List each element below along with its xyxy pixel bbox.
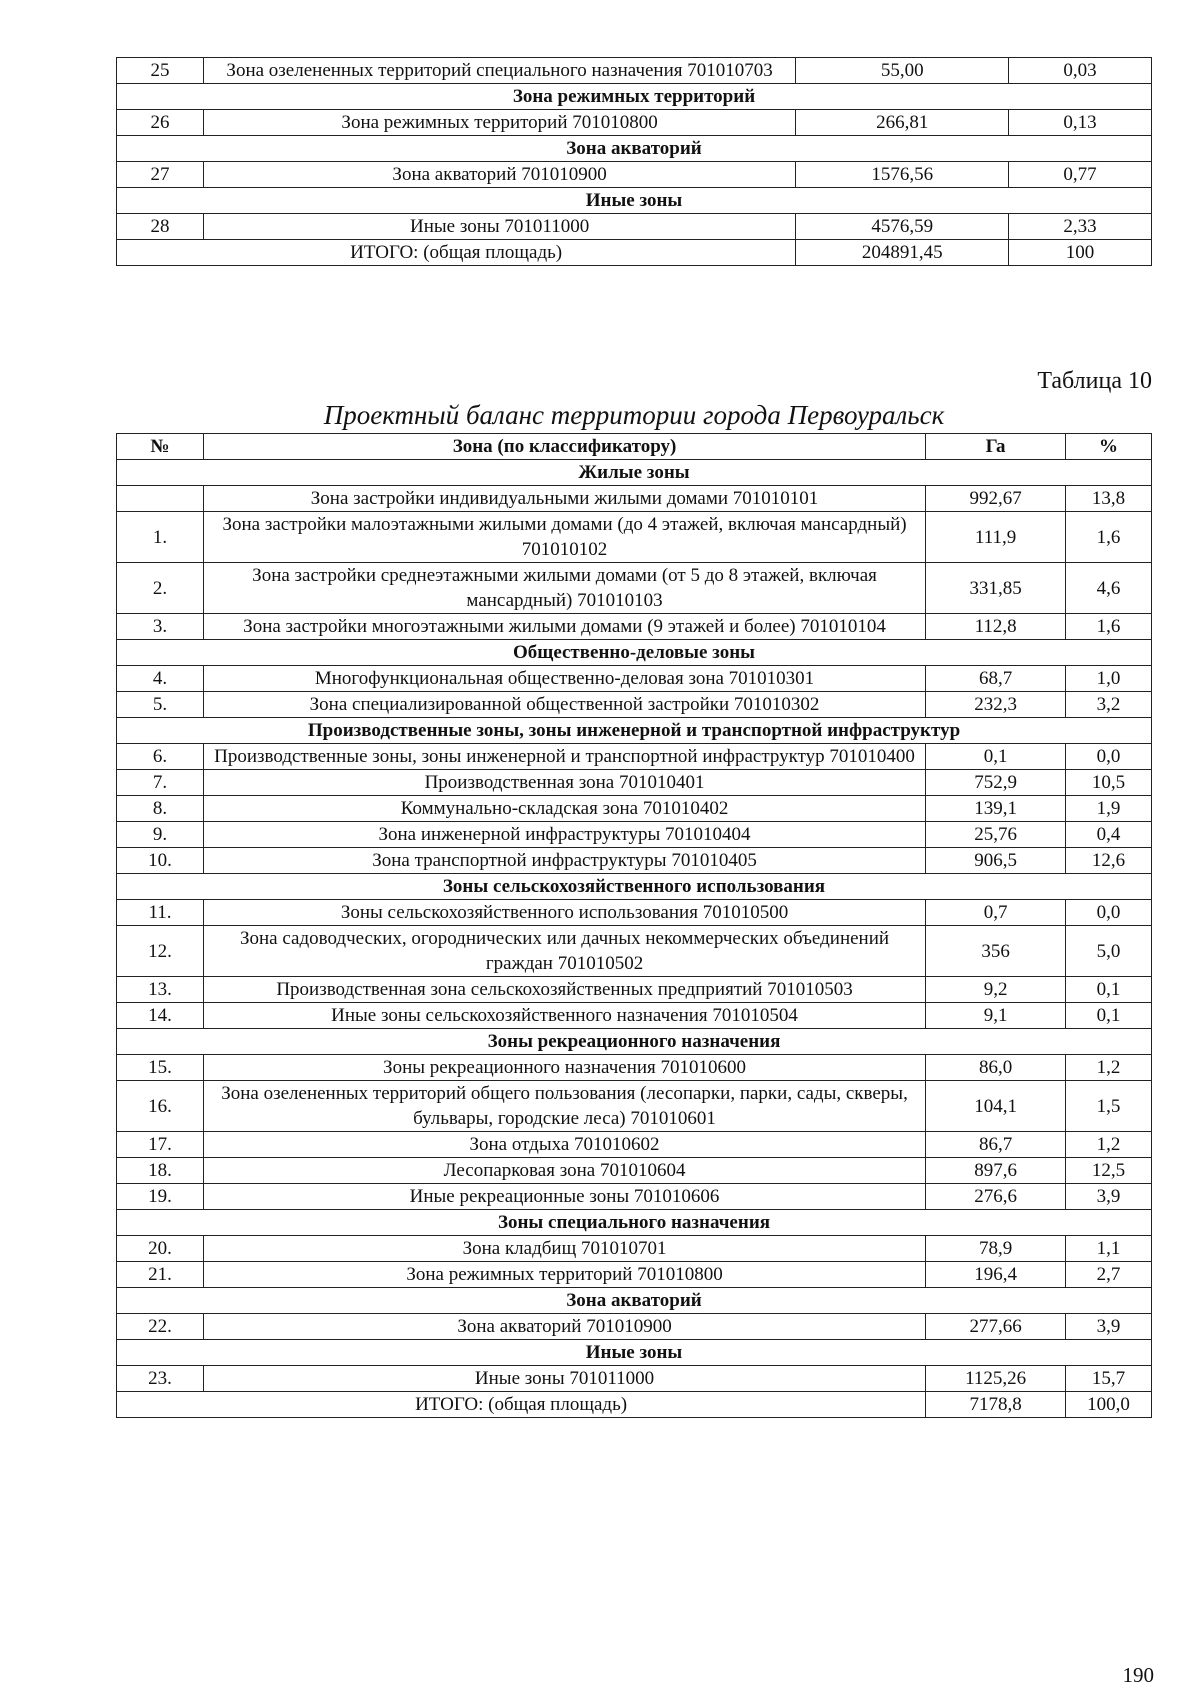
area-percent: 0,4	[1066, 822, 1152, 848]
row-number: 15.	[117, 1055, 204, 1081]
zone-name: Зона озелененных территорий специального назначения 701010703	[203, 58, 795, 84]
zone-name: Зоны рекреационного назначения 701010600	[203, 1055, 925, 1081]
area-hectares: 356	[926, 926, 1066, 977]
area-hectares: 68,7	[926, 666, 1066, 692]
table-row	[117, 486, 1152, 512]
area-percent: 0,03	[1009, 58, 1152, 84]
area-hectares: 4576,59	[796, 214, 1009, 240]
table-row	[117, 900, 1152, 926]
table-header-row	[117, 434, 1152, 460]
area-hectares: 1576,56	[796, 162, 1009, 188]
row-number: 19.	[117, 1184, 204, 1210]
area-hectares: 752,9	[926, 770, 1066, 796]
table-row	[117, 666, 1152, 692]
row-number: 17.	[117, 1132, 204, 1158]
zone-name: Зона застройки индивидуальными жилыми домами 701010101	[203, 486, 925, 512]
table-row	[117, 692, 1152, 718]
area-percent: 4,6	[1066, 563, 1152, 614]
row-number: 28	[117, 214, 204, 240]
page-number: 190	[1122, 1663, 1154, 1687]
section-header-row	[117, 1029, 1152, 1055]
area-percent: 15,7	[1066, 1366, 1152, 1392]
zone-name: Лесопарковая зона 701010604	[203, 1158, 925, 1184]
zone-name: Зона режимных территорий 701010800	[203, 1262, 925, 1288]
area-hectares: 86,7	[926, 1132, 1066, 1158]
table-row	[117, 1184, 1152, 1210]
row-number: 8.	[117, 796, 204, 822]
table-row	[117, 1314, 1152, 1340]
projected-balance-table	[116, 433, 1152, 1418]
section-header-row	[117, 640, 1152, 666]
row-number: 4.	[117, 666, 204, 692]
area-percent: 1,2	[1066, 1132, 1152, 1158]
zone-name: Производственные зоны, зоны инженерной и транспортной инфраструктур 701010400	[203, 744, 925, 770]
section-header-row	[117, 1288, 1152, 1314]
area-hectares: 0,1	[926, 744, 1066, 770]
row-number: 18.	[117, 1158, 204, 1184]
area-percent: 0,1	[1066, 977, 1152, 1003]
area-percent: 3,2	[1066, 692, 1152, 718]
zone-name: Многофункциональная общественно-деловая зона 701010301	[203, 666, 925, 692]
area-percent: 0,0	[1066, 744, 1152, 770]
zone-name: Иные рекреационные зоны 701010606	[203, 1184, 925, 1210]
total-row	[117, 1392, 1152, 1418]
zone-name: Производственная зона 701010401	[203, 770, 925, 796]
area-hectares: 112,8	[926, 614, 1066, 640]
zone-name: Иные зоны 701011000	[203, 1366, 925, 1392]
section-header-row	[117, 84, 1152, 110]
section-title: Иные зоны	[117, 188, 1152, 214]
area-percent: 2,33	[1009, 214, 1152, 240]
row-number: 14.	[117, 1003, 204, 1029]
section-title: Зоны специального назначения	[117, 1210, 1152, 1236]
total-hectares: 7178,8	[926, 1392, 1066, 1418]
area-percent: 1,0	[1066, 666, 1152, 692]
total-row	[117, 240, 1152, 266]
row-number: 9.	[117, 822, 204, 848]
section-title: Общественно-деловые зоны	[117, 640, 1152, 666]
table-row	[117, 1158, 1152, 1184]
table-row	[117, 214, 1152, 240]
table-row	[117, 926, 1152, 977]
header-number: №	[117, 434, 204, 460]
table-row	[117, 822, 1152, 848]
area-percent: 1,1	[1066, 1236, 1152, 1262]
section-title: Производственные зоны, зоны инженерной и транспортной инфраструктур	[117, 718, 1152, 744]
header-zone: Зона (по классификатору)	[203, 434, 925, 460]
table-row	[117, 770, 1152, 796]
area-hectares: 331,85	[926, 563, 1066, 614]
table-number: Таблица 10	[1037, 368, 1152, 394]
area-hectares: 86,0	[926, 1055, 1066, 1081]
section-header-row	[117, 136, 1152, 162]
row-number: 20.	[117, 1236, 204, 1262]
area-hectares: 992,67	[926, 486, 1066, 512]
area-percent: 0,13	[1009, 110, 1152, 136]
total-percent: 100,0	[1066, 1392, 1152, 1418]
zone-name: Производственная зона сельскохозяйственных предприятий 701010503	[203, 977, 925, 1003]
header-hectares: Га	[926, 434, 1066, 460]
table-row	[117, 1003, 1152, 1029]
row-number: 26	[117, 110, 204, 136]
row-number	[117, 486, 204, 512]
table-row	[117, 796, 1152, 822]
section-header-row	[117, 460, 1152, 486]
zone-name: Коммунально-складская зона 701010402	[203, 796, 925, 822]
section-title: Зона акваторий	[117, 1288, 1152, 1314]
zone-name: Зона специализированной общественной застройки 701010302	[203, 692, 925, 718]
row-number: 3.	[117, 614, 204, 640]
zone-name: Зона садоводческих, огороднических или дачных некоммерческих объединений граждан 701010502	[203, 926, 925, 977]
row-number: 21.	[117, 1262, 204, 1288]
total-label: ИТОГО: (общая площадь)	[117, 240, 796, 266]
table-row	[117, 563, 1152, 614]
row-number: 13.	[117, 977, 204, 1003]
area-hectares: 906,5	[926, 848, 1066, 874]
section-title: Зона акваторий	[117, 136, 1152, 162]
zone-name: Зона отдыха 701010602	[203, 1132, 925, 1158]
row-number: 12.	[117, 926, 204, 977]
area-hectares: 9,1	[926, 1003, 1066, 1029]
table-row	[117, 1366, 1152, 1392]
area-percent: 1,6	[1066, 614, 1152, 640]
row-number: 23.	[117, 1366, 204, 1392]
section-header-row	[117, 1340, 1152, 1366]
section-title: Жилые зоны	[117, 460, 1152, 486]
area-percent: 3,9	[1066, 1184, 1152, 1210]
area-percent: 1,6	[1066, 512, 1152, 563]
section-title: Иные зоны	[117, 1340, 1152, 1366]
table-row	[117, 614, 1152, 640]
row-number: 6.	[117, 744, 204, 770]
zone-name: Иные зоны сельскохозяйственного назначения 701010504	[203, 1003, 925, 1029]
area-percent: 1,2	[1066, 1055, 1152, 1081]
table-row	[117, 1236, 1152, 1262]
area-percent: 10,5	[1066, 770, 1152, 796]
table-row	[117, 848, 1152, 874]
area-hectares: 9,2	[926, 977, 1066, 1003]
row-number: 22.	[117, 1314, 204, 1340]
row-number: 7.	[117, 770, 204, 796]
row-number: 5.	[117, 692, 204, 718]
table-row	[117, 744, 1152, 770]
zone-name: Иные зоны 701011000	[203, 214, 795, 240]
area-percent: 0,1	[1066, 1003, 1152, 1029]
balance-table-continued	[116, 57, 1152, 266]
zone-name: Зона застройки среднеэтажными жилыми домами (от 5 до 8 этажей, включая мансардный) 701010103	[203, 563, 925, 614]
area-hectares: 104,1	[926, 1081, 1066, 1132]
area-hectares: 897,6	[926, 1158, 1066, 1184]
table-row	[117, 1081, 1152, 1132]
table-row	[117, 58, 1152, 84]
zone-name: Зоны сельскохозяйственного использования 701010500	[203, 900, 925, 926]
zone-name: Зона транспортной инфраструктуры 701010405	[203, 848, 925, 874]
total-hectares: 204891,45	[796, 240, 1009, 266]
row-number: 2.	[117, 563, 204, 614]
area-percent: 12,6	[1066, 848, 1152, 874]
section-header-row	[117, 188, 1152, 214]
section-title: Зона режимных территорий	[117, 84, 1152, 110]
area-percent: 1,5	[1066, 1081, 1152, 1132]
row-number: 25	[117, 58, 204, 84]
area-percent: 13,8	[1066, 486, 1152, 512]
area-hectares: 78,9	[926, 1236, 1066, 1262]
area-hectares: 276,6	[926, 1184, 1066, 1210]
area-hectares: 1125,26	[926, 1366, 1066, 1392]
row-number: 1.	[117, 512, 204, 563]
table-row	[117, 110, 1152, 136]
total-percent: 100	[1009, 240, 1152, 266]
total-label: ИТОГО: (общая площадь)	[117, 1392, 926, 1418]
area-percent: 1,9	[1066, 796, 1152, 822]
table-row	[117, 162, 1152, 188]
balance-table-continued-body	[117, 58, 1152, 266]
zone-name: Зона акваторий 701010900	[203, 162, 795, 188]
section-title: Зоны сельскохозяйственного использования	[117, 874, 1152, 900]
area-hectares: 0,7	[926, 900, 1066, 926]
area-percent: 3,9	[1066, 1314, 1152, 1340]
area-percent: 12,5	[1066, 1158, 1152, 1184]
area-hectares: 277,66	[926, 1314, 1066, 1340]
section-header-row	[117, 718, 1152, 744]
zone-name: Зона застройки многоэтажными жилыми домами (9 этажей и более) 701010104	[203, 614, 925, 640]
row-number: 11.	[117, 900, 204, 926]
row-number: 10.	[117, 848, 204, 874]
header-percent: %	[1066, 434, 1152, 460]
row-number: 16.	[117, 1081, 204, 1132]
zone-name: Зона инженерной инфраструктуры 701010404	[203, 822, 925, 848]
area-hectares: 111,9	[926, 512, 1066, 563]
area-hectares: 232,3	[926, 692, 1066, 718]
table-row	[117, 1055, 1152, 1081]
table-row	[117, 977, 1152, 1003]
area-percent: 0,0	[1066, 900, 1152, 926]
projected-balance-table-body	[117, 460, 1152, 1418]
area-percent: 0,77	[1009, 162, 1152, 188]
zone-name: Зона акваторий 701010900	[203, 1314, 925, 1340]
table-row	[117, 1132, 1152, 1158]
table-caption: Проектный баланс территории города Первоуральск	[323, 400, 945, 430]
row-number: 27	[117, 162, 204, 188]
area-hectares: 196,4	[926, 1262, 1066, 1288]
area-percent: 2,7	[1066, 1262, 1152, 1288]
zone-name: Зона режимных территорий 701010800	[203, 110, 795, 136]
area-percent: 5,0	[1066, 926, 1152, 977]
zone-name: Зона озелененных территорий общего пользования (лесопарки, парки, сады, скверы, бульвары, городские леса) 701010601	[203, 1081, 925, 1132]
section-header-row	[117, 1210, 1152, 1236]
table-row	[117, 1262, 1152, 1288]
area-hectares: 266,81	[796, 110, 1009, 136]
zone-name: Зона кладбищ 701010701	[203, 1236, 925, 1262]
section-title: Зоны рекреационного назначения	[117, 1029, 1152, 1055]
section-header-row	[117, 874, 1152, 900]
area-hectares: 139,1	[926, 796, 1066, 822]
table-row	[117, 512, 1152, 563]
zone-name: Зона застройки малоэтажными жилыми домами (до 4 этажей, включая мансардный) 701010102	[203, 512, 925, 563]
area-hectares: 55,00	[796, 58, 1009, 84]
area-hectares: 25,76	[926, 822, 1066, 848]
